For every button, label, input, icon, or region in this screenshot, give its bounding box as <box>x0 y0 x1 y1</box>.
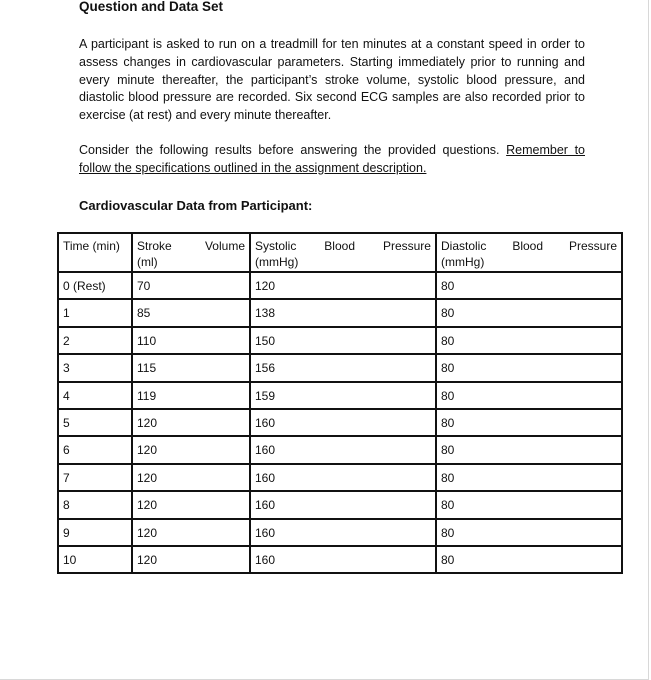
table-row <box>58 272 622 299</box>
stroke-volume-cell: 119 <box>132 382 250 409</box>
instruction-paragraph <box>79 142 585 178</box>
header-diastolic <box>436 233 622 272</box>
stroke-volume-cell: 120 <box>132 546 250 573</box>
section-heading: Question and Data Set <box>79 0 224 14</box>
systolic-cell: 156 <box>250 354 436 381</box>
time-cell: 4 <box>58 382 132 409</box>
table-header-row <box>58 233 622 272</box>
diastolic-cell: 80 <box>436 436 622 463</box>
table-row <box>58 436 622 463</box>
systolic-cell: 159 <box>250 382 436 409</box>
stroke-volume-cell: 85 <box>132 299 250 326</box>
header-time-text: Time (min) <box>63 239 120 253</box>
table-row <box>58 546 622 573</box>
time-cell: 9 <box>58 519 132 546</box>
header-systolic <box>250 233 436 272</box>
time-cell: 0 (Rest) <box>58 272 132 299</box>
header-word: Pressure <box>568 239 617 253</box>
header-word: Systolic <box>255 239 297 253</box>
diastolic-cell: 80 <box>436 491 622 518</box>
table-row <box>58 299 622 326</box>
systolic-cell: 160 <box>250 436 436 463</box>
diastolic-cell: 80 <box>436 464 622 491</box>
diastolic-cell: 80 <box>436 354 622 381</box>
header-word: Diastolic <box>441 239 487 253</box>
systolic-cell: 160 <box>250 409 436 436</box>
stroke-volume-cell: 120 <box>132 491 250 518</box>
time-cell: 5 <box>58 409 132 436</box>
diastolic-cell: 80 <box>436 299 622 326</box>
diastolic-cell: 80 <box>436 327 622 354</box>
header-word: Stroke <box>137 239 172 253</box>
stroke-volume-cell: 120 <box>132 409 250 436</box>
stroke-volume-cell: 120 <box>132 464 250 491</box>
table-row <box>58 491 622 518</box>
time-cell: 8 <box>58 491 132 518</box>
time-cell: 2 <box>58 327 132 354</box>
table-row <box>58 519 622 546</box>
diastolic-cell: 80 <box>436 382 622 409</box>
time-cell: 1 <box>58 299 132 326</box>
stroke-volume-cell: 120 <box>132 519 250 546</box>
systolic-cell: 160 <box>250 519 436 546</box>
instruction-text: Consider the following results before answering the provided questions. <box>79 143 507 157</box>
header-word: Volume <box>204 239 245 253</box>
header-unit: (mmHg) <box>441 255 485 269</box>
header-word: Blood <box>324 239 355 253</box>
table-row <box>58 354 622 381</box>
header-stroke-volume <box>132 233 250 272</box>
table-row <box>58 464 622 491</box>
stroke-volume-cell: 110 <box>132 327 250 354</box>
stroke-volume-cell: 115 <box>132 354 250 381</box>
header-unit: (mmHg) <box>255 255 299 269</box>
diastolic-cell: 80 <box>436 272 622 299</box>
table-row <box>58 409 622 436</box>
systolic-cell: 150 <box>250 327 436 354</box>
stroke-volume-cell: 120 <box>132 436 250 463</box>
systolic-cell: 160 <box>250 464 436 491</box>
header-word: Blood <box>512 239 544 253</box>
header-unit: (ml) <box>137 255 158 269</box>
systolic-cell: 120 <box>250 272 436 299</box>
header-word: Pressure <box>382 239 431 253</box>
assignment-reminder: Remember to follow the specifications outlined in the assignment description. <box>79 143 585 175</box>
stroke-volume-cell: 70 <box>132 272 250 299</box>
diastolic-cell: 80 <box>436 546 622 573</box>
time-cell: 10 <box>58 546 132 573</box>
intro-paragraph: A participant is asked to run on a treadmill for ten minutes at a constant speed in order to assess changes in cardiovascular parameters. Starting immediately prior to running and every minute thereafter, the participant’s stroke volume, systolic blood pressure, and diastolic blood pressure are recorded. Six second ECG samples are also recorded prior to exercise (at rest) and every minute thereafter. <box>79 37 585 123</box>
systolic-cell: 138 <box>250 299 436 326</box>
header-time <box>58 233 132 272</box>
table-row <box>58 327 622 354</box>
table-row <box>58 382 622 409</box>
time-cell: 3 <box>58 354 132 381</box>
table-heading: Cardiovascular Data from Participant: <box>79 198 313 213</box>
table-body <box>58 272 622 573</box>
time-cell: 7 <box>58 464 132 491</box>
systolic-cell: 160 <box>250 546 436 573</box>
cardiovascular-data-table <box>57 232 623 574</box>
diastolic-cell: 80 <box>436 409 622 436</box>
systolic-cell: 160 <box>250 491 436 518</box>
diastolic-cell: 80 <box>436 519 622 546</box>
time-cell: 6 <box>58 436 132 463</box>
